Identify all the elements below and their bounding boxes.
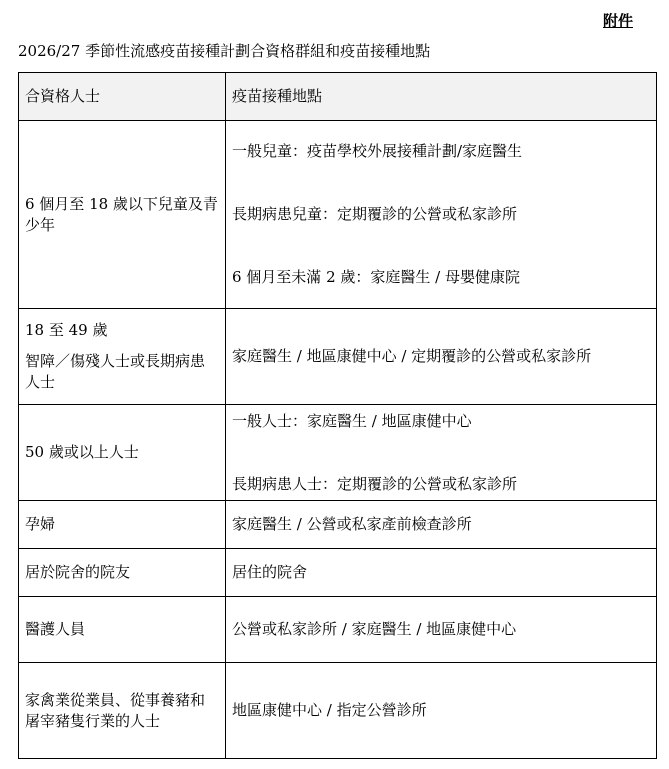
vaccination-site-text: 居住的院舍 [232, 563, 308, 581]
table-row [19, 121, 657, 309]
document-title: 2026/27 季節性流感疫苗接種計劃合資格群組和疫苗接種地點 [18, 42, 431, 60]
eligibility-table [18, 72, 657, 759]
vaccination-site-text: 長期病患兒童：定期覆診的公營或私家診所 [232, 205, 518, 223]
spacer [232, 225, 650, 267]
table-row [19, 663, 657, 759]
vaccination-site-cell [226, 121, 657, 309]
vaccination-site-cell [226, 309, 657, 405]
eligible-group-text: 50 歲或以上人士 [25, 443, 139, 461]
eligible-group-cell [19, 121, 226, 309]
eligible-group-cell [19, 663, 226, 759]
vaccination-site-text: 6 個月至未滿 2 歲：家庭醫生 / 母嬰健康院 [232, 268, 520, 286]
vaccination-site-text: 一般人士：家庭醫生 / 地區康健中心 [232, 411, 472, 430]
spacer [25, 341, 219, 351]
eligible-group-text: 孕婦 [25, 515, 56, 533]
vaccination-site-cell [226, 663, 657, 759]
spacer [232, 162, 650, 204]
eligible-group-cell [19, 309, 226, 405]
eligible-group-text: 智障／傷殘人士或長期病患人士 [25, 352, 206, 391]
table-row [19, 309, 657, 405]
attachment-label: 附件 [602, 12, 633, 30]
table-row [19, 501, 657, 549]
vaccination-site-text: 家庭醫生 / 公營或私家產前檢查診所 [232, 515, 472, 533]
vaccination-site-cell [226, 405, 657, 501]
eligible-group-text: 家禽業從業員、從事養豬和屠宰豬隻行業的人士 [25, 690, 206, 730]
vaccination-site-text: 公營或私家診所 / 家庭醫生 / 地區康健中心 [232, 620, 517, 638]
spacer [232, 432, 650, 474]
table-row [19, 405, 657, 501]
vaccination-site-cell [226, 549, 657, 597]
vaccination-site-cell [226, 597, 657, 663]
eligible-group-text: 居於院舍的院友 [25, 563, 131, 581]
eligible-group-text: 醫護人員 [25, 620, 86, 638]
vaccination-site-text: 家庭醫生 / 地區康健中心 / 定期覆診的公營或私家診所 [232, 347, 592, 365]
eligible-group-cell [19, 405, 226, 501]
column-header-vaccination-site: 疫苗接種地點 [226, 73, 657, 121]
eligible-group-text: 18 至 49 歲 [25, 321, 108, 339]
eligible-group-cell [19, 501, 226, 549]
vaccination-site-text: 長期病患人士：定期覆診的公營或私家診所 [232, 474, 518, 493]
eligible-group-text: 6 個月至 18 歲以下兒童及青少年 [25, 194, 218, 234]
table-header-row [19, 73, 657, 121]
column-header-eligible-group: 合資格人士 [19, 73, 226, 121]
table-row [19, 549, 657, 597]
eligible-group-cell [19, 549, 226, 597]
vaccination-site-cell [226, 501, 657, 549]
eligible-group-cell [19, 597, 226, 663]
vaccination-site-text: 地區康健中心 / 指定公營診所 [232, 701, 427, 719]
vaccination-site-text: 一般兒童：疫苗學校外展接種計劃/家庭醫生 [232, 142, 523, 160]
table-row [19, 597, 657, 663]
